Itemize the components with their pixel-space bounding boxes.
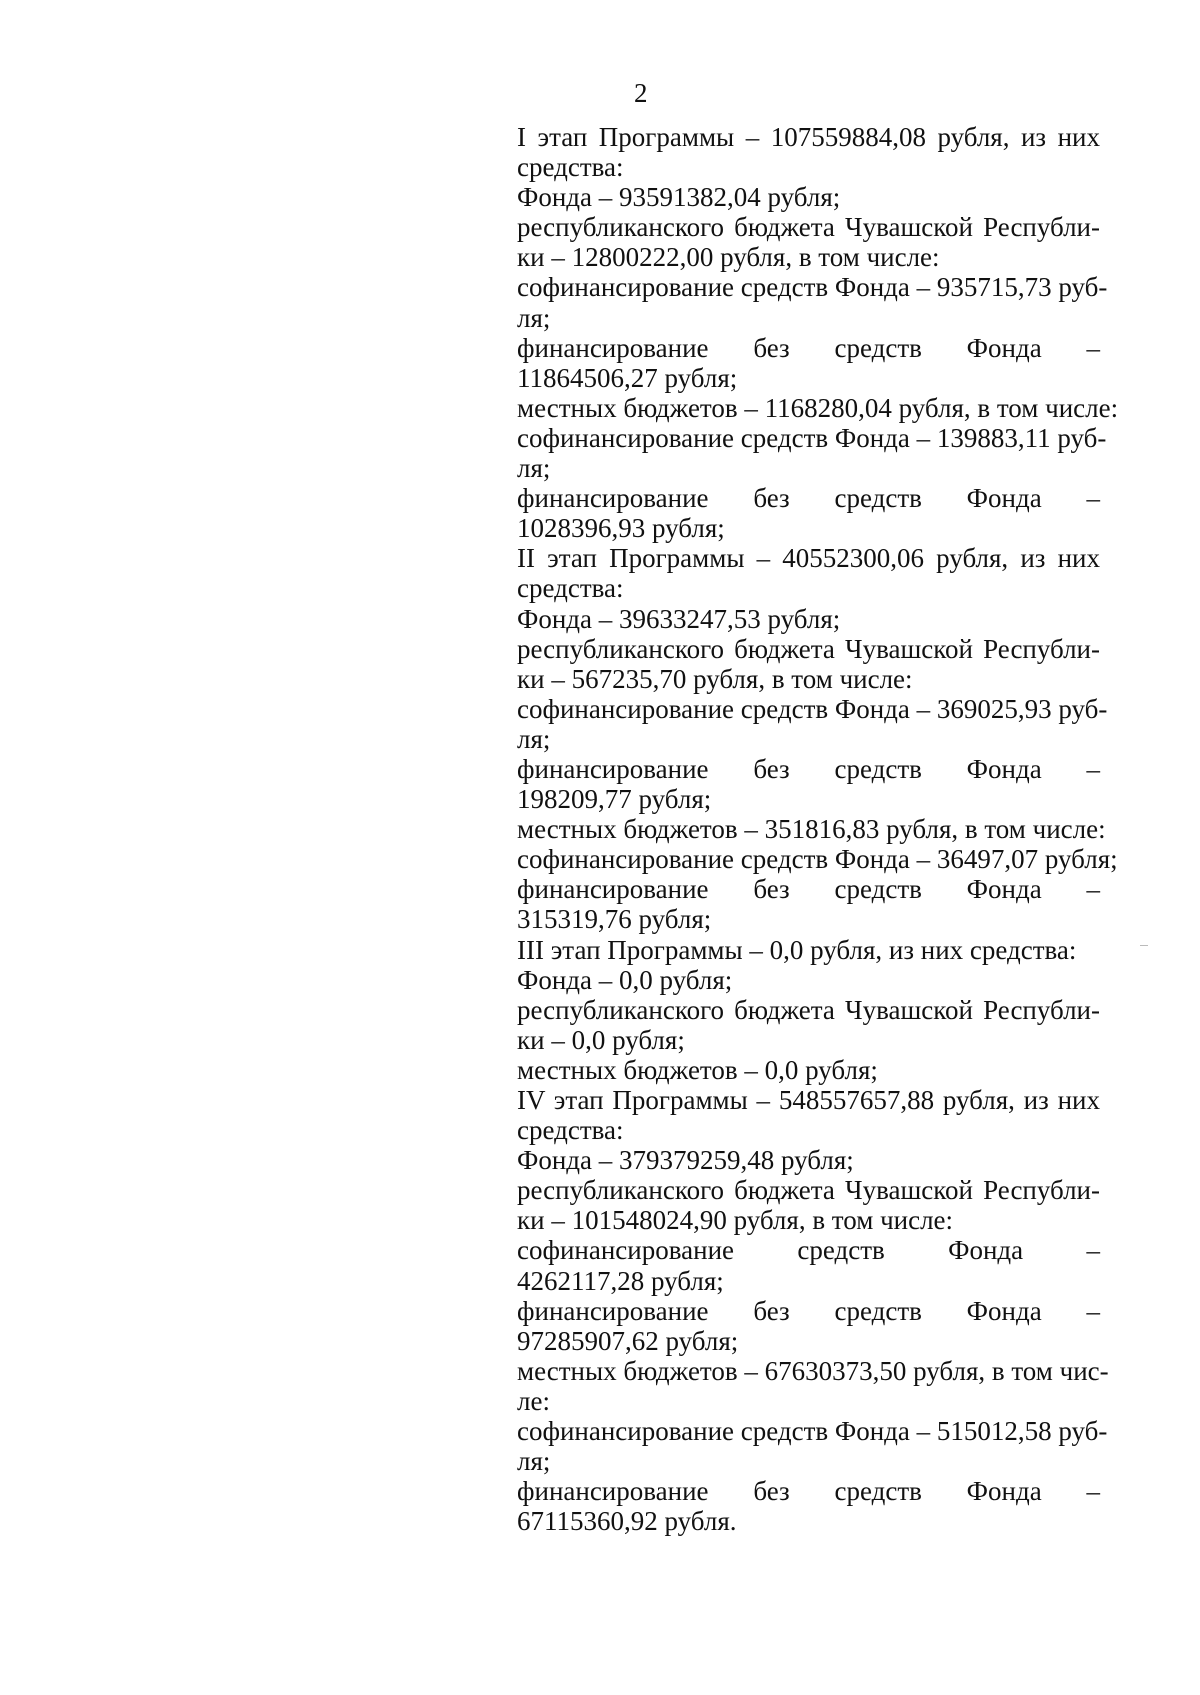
text-line: местных бюджетов – 0,0 рубля;: [517, 1054, 878, 1085]
text-line: 1028396,93 рубля;: [517, 513, 725, 544]
text-line: III этап Программы – 0,0 рубля, из них средства:: [517, 934, 1077, 965]
text-line: софинансирование средств Фонда – 515012,58 руб-: [517, 1416, 1108, 1447]
text-line: средства:: [517, 573, 624, 604]
text-line: республиканского бюджета Чувашской Республи-: [517, 1175, 1100, 1206]
text-line: софинансирование средств Фонда – 935715,73 руб-: [517, 272, 1108, 303]
text-line: 67115360,92 рубля.: [517, 1506, 737, 1537]
text-line: ля;: [517, 302, 551, 333]
text-line: республиканского бюджета Чувашской Республи-: [517, 633, 1100, 664]
text-line: ле:: [517, 1385, 550, 1416]
text-line: местных бюджетов – 351816,83 рубля, в том числе:: [517, 814, 1106, 845]
text-line: ки – 0,0 рубля;: [517, 1024, 685, 1055]
document-body: [517, 122, 1119, 1537]
text-line: ки – 567235,70 рубля, в том числе:: [517, 663, 913, 694]
text-line: I этап Программы – 107559884,08 рубля, из них: [517, 122, 1100, 152]
text-line: финансирование без средств Фонда –: [517, 1295, 1100, 1326]
page-number: 2: [634, 78, 648, 108]
text-line: софинансирование средств Фонда – 369025,93 руб-: [517, 693, 1108, 724]
text-line: 11864506,27 рубля;: [517, 362, 738, 393]
text-line: финансирование без средств Фонда –: [517, 483, 1100, 514]
text-line: софинансирование средств Фонда –: [517, 1235, 1100, 1266]
text-line: 4262117,28 рубля;: [517, 1265, 724, 1296]
text-line: финансирование без средств Фонда –: [517, 332, 1100, 363]
text-line: республиканского бюджета Чувашской Республи-: [517, 994, 1100, 1025]
text-line: средства:: [517, 152, 624, 183]
text-line: 315319,76 рубля;: [517, 904, 712, 935]
text-line: Фонда – 0,0 рубля;: [517, 964, 733, 995]
text-line: местных бюджетов – 67630373,50 рубля, в том чис-: [517, 1355, 1109, 1386]
text-line: софинансирование средств Фонда – 139883,11 руб-: [517, 422, 1107, 453]
text-line: финансирование без средств Фонда –: [517, 874, 1100, 905]
text-line: IV этап Программы – 548557657,88 рубля, из них: [517, 1085, 1100, 1115]
text-line: софинансирование средств Фонда – 36497,07 рубля;: [517, 844, 1118, 875]
text-line: ля;: [517, 723, 551, 754]
text-line: Фонда – 93591382,04 рубля;: [517, 182, 841, 213]
text-line: Фонда – 379379259,48 рубля;: [517, 1145, 854, 1176]
text-line: местных бюджетов – 1168280,04 рубля, в том числе:: [517, 392, 1119, 423]
text-line: ля;: [517, 1446, 551, 1477]
text-line: ки – 12800222,00 рубля, в том числе:: [517, 242, 940, 273]
text-line: финансирование без средств Фонда –: [517, 1476, 1100, 1507]
text-line: Фонда – 39633247,53 рубля;: [517, 603, 841, 634]
text-line: 198209,77 рубля;: [517, 784, 712, 815]
text-line: 97285907,62 рубля;: [517, 1325, 739, 1356]
text-line: финансирование без средств Фонда –: [517, 753, 1100, 784]
text-line: средства:: [517, 1115, 624, 1146]
text-line: республиканского бюджета Чувашской Республи-: [517, 212, 1100, 243]
text-line: ля;: [517, 453, 551, 484]
scan-speck: [1140, 945, 1148, 946]
text-line: ки – 101548024,90 рубля, в том числе:: [517, 1205, 954, 1236]
text-line: II этап Программы – 40552300,06 рубля, из них: [517, 543, 1100, 574]
